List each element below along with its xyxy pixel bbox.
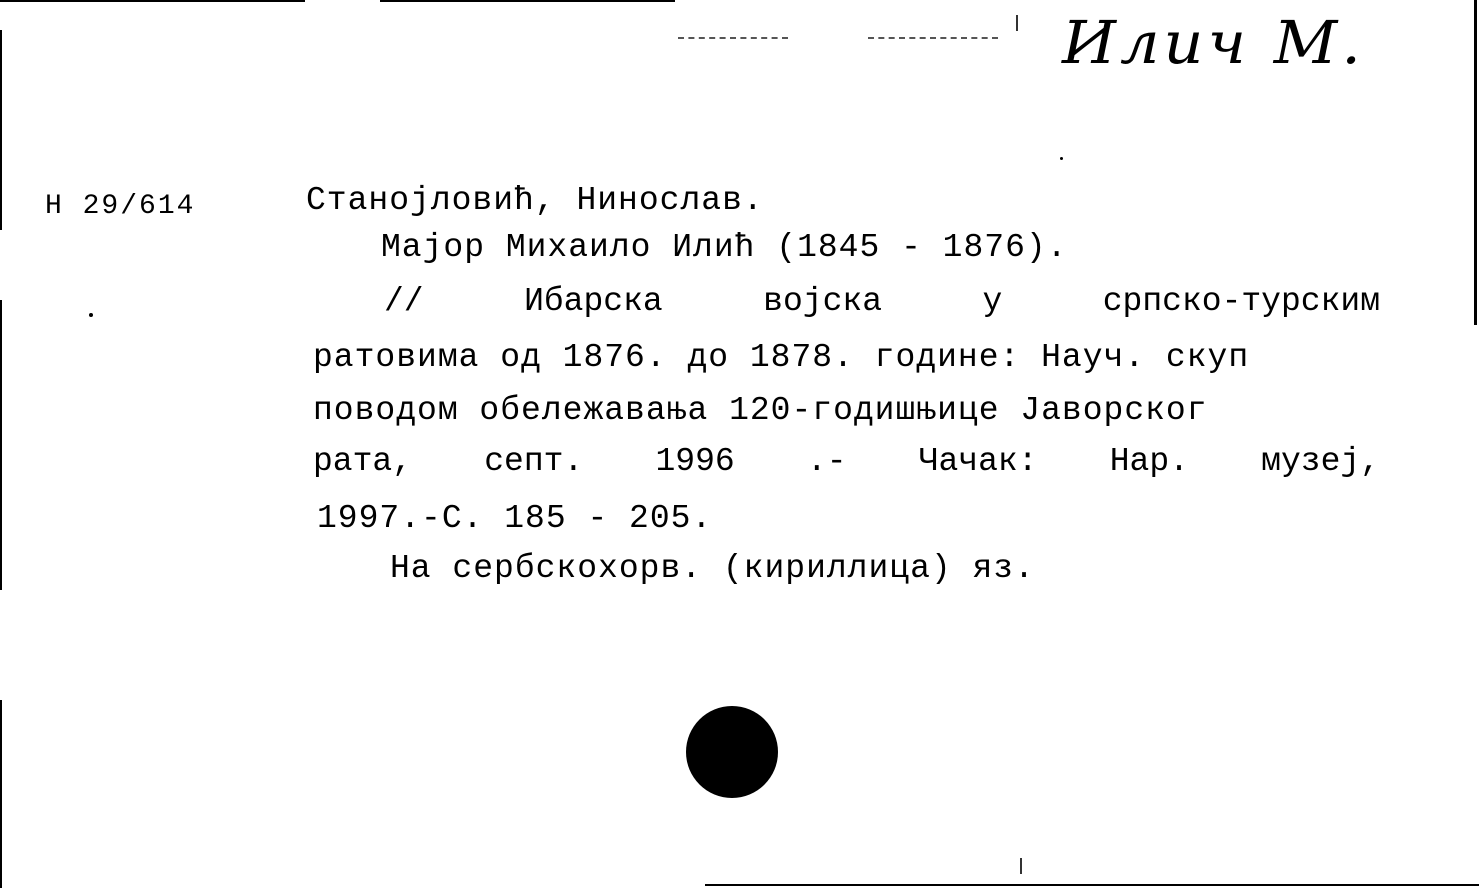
source-line-4 (313, 443, 1380, 480)
scan-mark (1016, 15, 1018, 31)
source-word: војска (763, 283, 882, 320)
source-word: у (982, 283, 1003, 320)
card-edge-bottom (705, 884, 1479, 886)
card-edge-left (0, 300, 2, 590)
title-line: Мајор Михаило Илиħ (1845 - 1876). (381, 229, 1068, 266)
source-line-1 (384, 283, 1380, 320)
speck (89, 313, 93, 317)
author-line: Станојловиħ, Нинослав. (306, 182, 764, 219)
pages-line: 1997.-С. 185 - 205. (317, 500, 713, 537)
shelfmark: H 29/614 (45, 191, 196, 222)
card-edge-right (1474, 0, 1477, 325)
source-word: музеј, (1261, 443, 1380, 480)
source-word: рата, (313, 443, 413, 480)
card-edge-left (0, 30, 2, 230)
source-word: Нар. (1109, 443, 1189, 480)
card-edge-top (380, 0, 675, 2)
language-note: На сербскохорв. (кириллица) яз. (390, 550, 1035, 587)
source-word: // (384, 283, 424, 320)
source-word: Чачак: (918, 443, 1038, 480)
source-word: септ. (484, 443, 584, 480)
handwritten-heading: Илич М. (1062, 7, 1365, 78)
source-word: 1996 (655, 443, 735, 480)
dashed-rule (868, 37, 998, 39)
source-line-2: ратовима од 1876. до 1878. године: Науч. скуп (313, 339, 1250, 376)
dashed-rule (678, 37, 788, 39)
scan-mark (1020, 858, 1022, 874)
speck (1060, 157, 1063, 160)
source-line-3: поводом обележавања 120-годишњице Јаворског (313, 392, 1208, 429)
source-word: .- (806, 443, 847, 480)
punch-hole (686, 706, 778, 798)
source-word: Ибарска (524, 283, 663, 320)
card-edge-left (0, 700, 2, 888)
card-edge-top (0, 0, 305, 2)
source-word: српско-турским (1102, 283, 1380, 320)
